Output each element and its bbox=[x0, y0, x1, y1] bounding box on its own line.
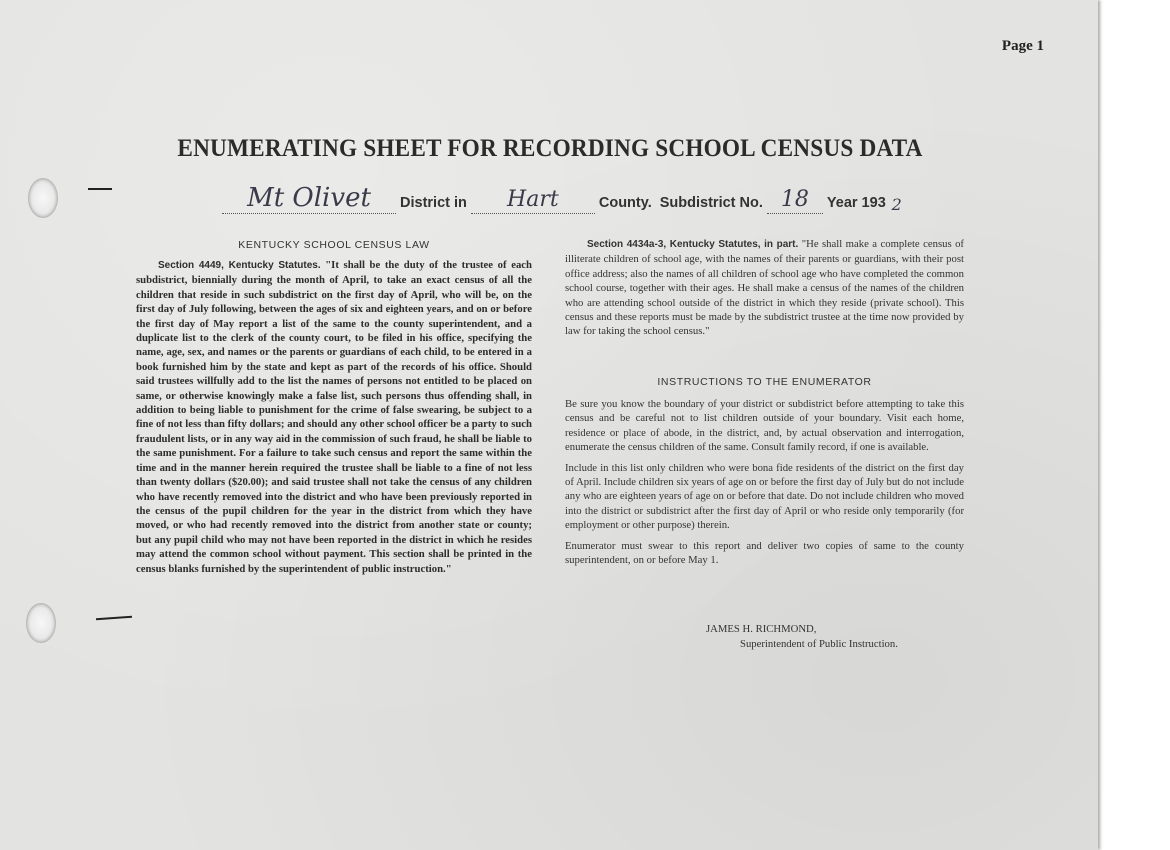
instruction-paragraph: Be sure you know the boundary of your district or subdistrict before attempting to take this census and be careful not to list children outside of your boundary. Visit each home, residence or place of abode, in the district, and, by actual observation and interrogation, enumerate the census children of the same. Consult family record, if one is available. bbox=[565, 398, 964, 454]
year-label: Year 193 bbox=[826, 195, 886, 211]
instructions-body bbox=[565, 397, 964, 573]
pen-mark bbox=[96, 616, 132, 621]
page-number: Page 1 bbox=[1001, 38, 1044, 54]
signature-name: JAMES H. RICHMOND, bbox=[706, 623, 817, 635]
subdistrict-field[interactable]: 18 bbox=[767, 187, 823, 214]
section-4434 bbox=[565, 237, 964, 339]
instructions-heading: INSTRUCTIONS TO THE ENUMERATOR bbox=[657, 376, 872, 388]
signature-block bbox=[700, 622, 970, 652]
district-label: District in bbox=[400, 195, 467, 211]
county-field[interactable]: Hart bbox=[471, 187, 595, 214]
county-label: County. bbox=[598, 195, 652, 211]
subdistrict-label: Subdistrict No. bbox=[659, 195, 763, 211]
law-section-label: Section 4449, Kentucky Statutes. bbox=[158, 260, 321, 271]
pen-mark bbox=[88, 188, 112, 190]
law-heading: KENTUCKY SCHOOL CENSUS LAW bbox=[238, 239, 430, 251]
section-4434-text: "He shall make a complete census of illiterate children of school age, with the names of their parents or guardians, with their post office address; also the names of all children of school age who have completed the common school course, together with their ages. He shall make a census of the names of the children who are attending school outside of the district in which they reside (private school). This census and these reports must be made by the subdistrict trustee at the time now provided by law for taking the school census." bbox=[565, 238, 964, 338]
law-text: "It shall be the duty of the trustee of each subdistrict, biennially during the month of April, to take an exact census of all the children that reside in such subdistrict on the first day of April, who will be, on the first day of July following, between the ages of six and eighteen years, and on or before the first day of May report a list of the same to the county superintendent, and a duplicate list to the clerk of the county court, to be filed in his office, specifying the name, age, sex, and names or the parents or guardians of each child, to be entered in a book furnished him by the state and kept as part of the records of his office. Should said trustees willfully add to the list the names of persons not entitled to be placed on same, or otherwise knowingly make a false list, such persons thus offending shall, in addition to being liable to punishment for the crime of false swearing, be subject to a fine of not less than fifty dollars; and should any other school officer be a party to such fraudulent lists, or in any way aid in the commission of such fraud, he shall be liable to the same punishment. For a failure to take such census and report the same within the time and in the manner herein required the trustee shall be liable to a fine of not less than twenty dollars ($20.00); and said trustee shall not take the census of any children who have recently removed into the district and who have been previously reported in the census of the pupil children for the year in the district from which they have moved, or who had recently removed into the district from another state or county; but any pupil child who may not have been reported in the district in which he resides may attend the common school without payment. This section shall be printed in the census blanks furnished by the superintendent of public instruction." bbox=[136, 259, 532, 575]
year-field[interactable]: 2 bbox=[891, 195, 902, 214]
page-title: ENUMERATING SHEET FOR RECORDING SCHOOL CENSUS DATA bbox=[177, 135, 923, 162]
law-section bbox=[136, 258, 532, 576]
school-name-field[interactable]: Mt Olivet bbox=[222, 183, 396, 214]
instruction-paragraph: Include in this list only children who were bona fide residents of the district on the first day of April. Include children six years of age on or before the first day of July but do not include any who are eighteen years of age on or before that date. Do not include children who moved into the district or subdistrict after the first day of April or who reside only temporarily (for employment or other purpose) therein. bbox=[565, 461, 964, 532]
section-4434-label: Section 4434a-3, Kentucky Statutes, in part. bbox=[587, 239, 799, 250]
punch-hole bbox=[26, 603, 56, 643]
district-line bbox=[222, 183, 982, 223]
punch-hole bbox=[28, 178, 58, 218]
instruction-paragraph: Enumerator must swear to this report and deliver two copies of same to the county superintendent, on or before May 1. bbox=[565, 539, 964, 567]
signature-title: Superintendent of Public Instruction. bbox=[740, 638, 898, 650]
